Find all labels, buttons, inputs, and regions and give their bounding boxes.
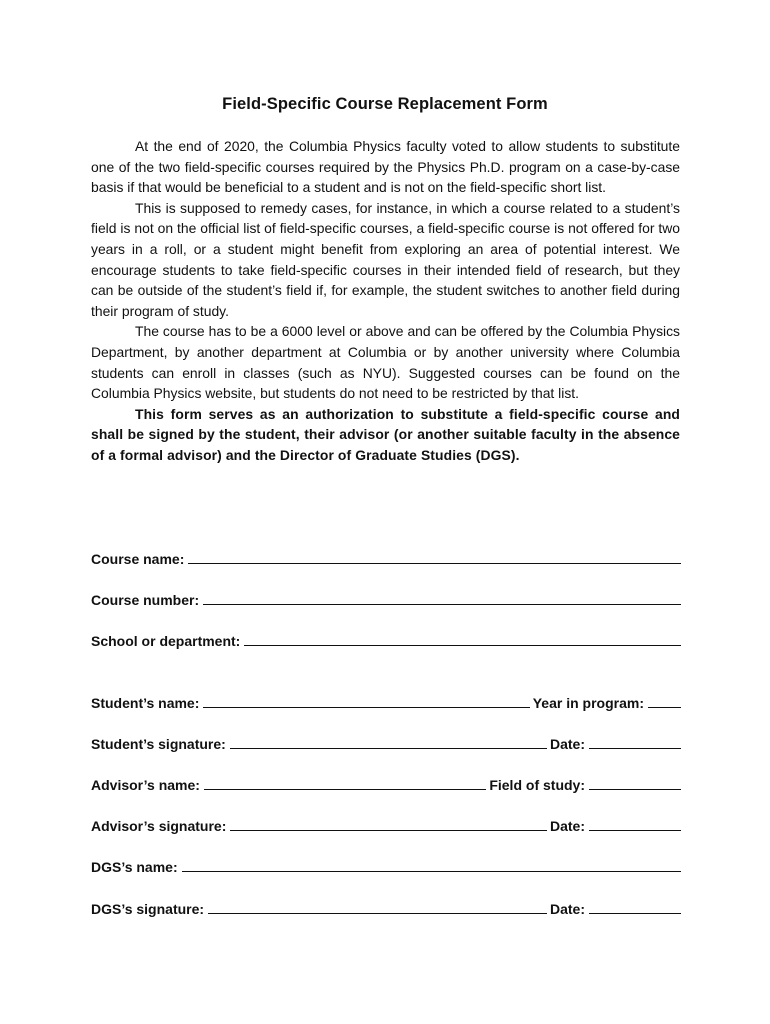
advisor-signature-field[interactable]	[230, 830, 547, 831]
dgs-name-row	[91, 853, 681, 875]
course-name-row	[91, 545, 681, 567]
advisor-name-label: Advisor’s name:	[91, 777, 200, 793]
course-number-row	[91, 586, 681, 608]
student-name-field[interactable]	[203, 707, 529, 708]
student-signature-field[interactable]	[230, 748, 547, 749]
dgs-date-label: Date:	[549, 901, 585, 917]
paragraph-intro: At the end of 2020, the Columbia Physics faculty voted to allow students to substitute one of the two field-specific courses required by the Physics Ph.D. program on a case-by-case basis if that would be beneficial to a student and is not on the field-specific short list.	[91, 138, 680, 196]
school-department-label: School or department:	[91, 633, 241, 649]
course-name-field[interactable]	[188, 563, 681, 564]
student-date-field[interactable]	[589, 748, 681, 749]
school-department-row	[91, 627, 681, 649]
authorization-statement: This form serves as an authorization to substitute a field-specific course and shall be signed by the student, their advisor (or another suitable faculty in the absence of a formal advisor) and the Director of Graduate Studies (DGS).	[91, 405, 680, 463]
course-number-field[interactable]	[203, 604, 681, 605]
course-number-label: Course number:	[91, 592, 200, 608]
year-in-program-field[interactable]	[648, 707, 681, 708]
student-date-label: Date:	[549, 736, 585, 752]
dgs-date-field[interactable]	[589, 913, 681, 914]
dgs-signature-row	[91, 895, 681, 917]
advisor-date-field[interactable]	[589, 830, 681, 831]
dgs-name-label: DGS’s name:	[91, 859, 178, 875]
school-department-field[interactable]	[244, 645, 681, 646]
form-instructions	[91, 136, 680, 466]
advisor-name-field[interactable]	[204, 789, 486, 790]
advisor-signature-label: Advisor’s signature:	[91, 818, 227, 834]
student-name-label: Student’s name:	[91, 695, 200, 711]
paragraph-requirements: The course has to be a 6000 level or above and can be offered by the Columbia Physics Department, by another department at Columbia or by another university where Columbia students can enroll in classes (such as NYU). Suggested courses can be found on the Columbia Physics website, but students do not need to be restricted by that list.	[91, 323, 680, 402]
year-in-program-label: Year in program:	[532, 695, 644, 711]
course-name-label: Course name:	[91, 551, 185, 567]
dgs-signature-label: DGS’s signature:	[91, 901, 205, 917]
dgs-name-field[interactable]	[182, 871, 681, 872]
field-of-study-label: Field of study:	[489, 777, 585, 793]
paragraph-purpose: This is supposed to remedy cases, for instance, in which a course related to a student’s field is not on the official list of field-specific courses, a field-specific course is not offered for two years in a roll, or a student might benefit from exploring an area of potential interest. We encourage students to take field-specific courses in their intended field of research, but they can be outside of the student’s field if, for example, the student switches to another field during their program of study.	[91, 199, 680, 319]
advisor-signature-row	[91, 812, 681, 834]
student-signature-row	[91, 730, 681, 752]
advisor-date-label: Date:	[549, 818, 585, 834]
student-name-row	[91, 689, 681, 711]
advisor-name-row	[91, 771, 681, 793]
student-signature-label: Student’s signature:	[91, 736, 226, 752]
dgs-signature-field[interactable]	[208, 913, 547, 914]
page-title: Field-Specific Course Replacement Form	[222, 95, 548, 113]
field-of-study-field[interactable]	[589, 789, 681, 790]
